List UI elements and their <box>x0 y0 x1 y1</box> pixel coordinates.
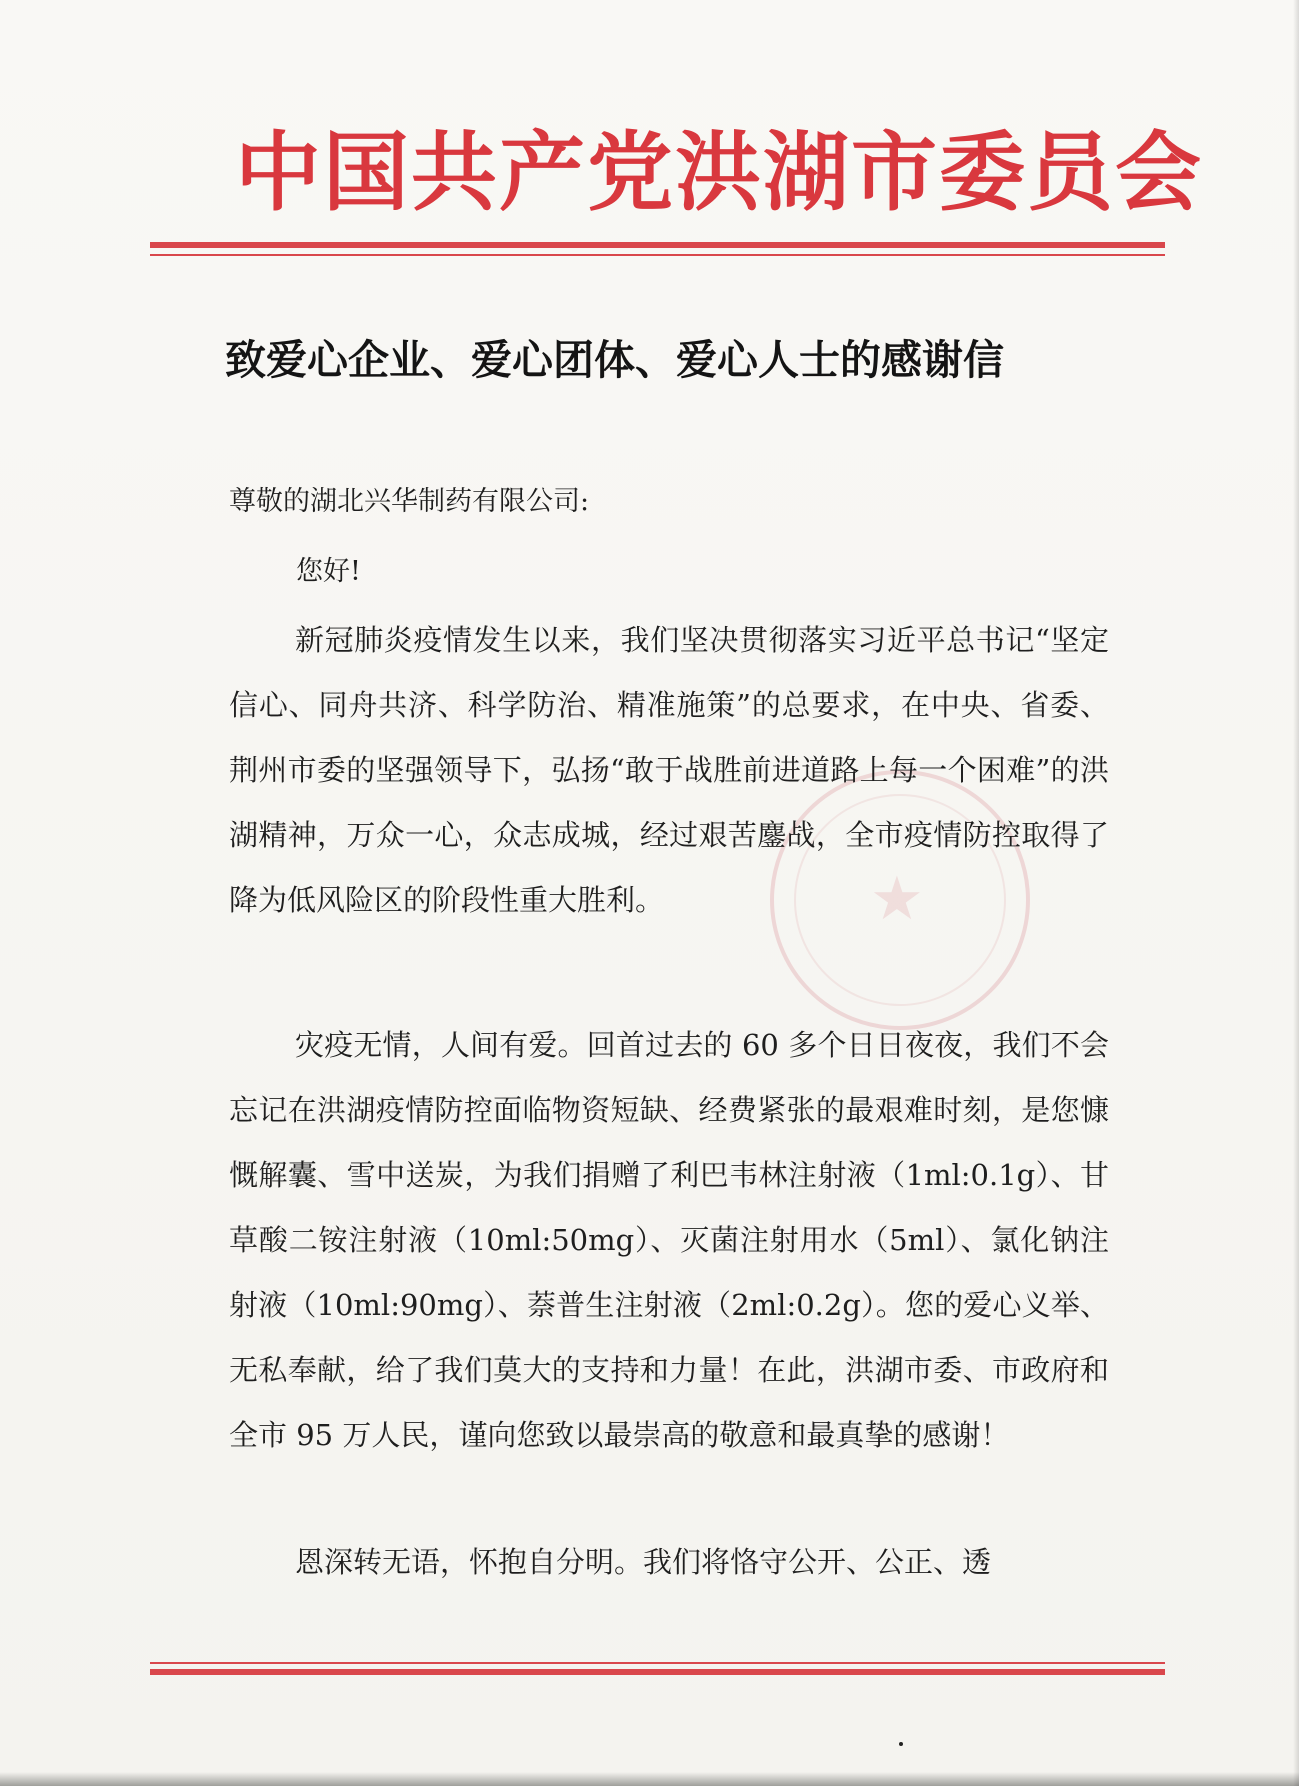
scan-edge-shadow <box>1293 0 1299 1786</box>
footer-rule-thin <box>150 1662 1165 1664</box>
letterhead-title: 中国共产党洪湖市委员会 <box>235 122 1203 223</box>
letterhead-rule-thin <box>150 254 1165 256</box>
scan-bottom-shadow <box>0 1772 1299 1786</box>
body-paragraph-3: 恩深转无语，怀抱自分明。我们将恪守公开、公正、透 <box>295 1545 992 1579</box>
body-paragraph-2: 灾疫无情，人间有爱。回首过去的 60 多个日日夜夜，我们不会忘记在洪湖疫情防控面临物资短缺、经费紧张的最艰难时刻，是您慷慨解囊、雪中送炭，为我们捐赠了利巴韦林注射液（1ml:0.1g）、甘草酸二铵注射液（10ml:50mg）、灭菌注射用水（5ml）、氯化钠注射液（10ml:90mg）、萘普生注射液（2ml:0.2g）。您的爱心义举、无私奉献，给了我们莫大的支持和力量！在此，洪湖市委、市政府和全市 95 万人民，谨向您致以最崇高的敬意和最真挚的感谢！ <box>229 1028 1109 1452</box>
letterhead-rule-thick <box>150 242 1165 248</box>
salutation: 尊敬的湖北兴华制药有限公司: <box>229 486 590 517</box>
footer-rule-thick <box>150 1669 1165 1675</box>
scan-speck <box>899 1742 903 1746</box>
greeting: 您好! <box>296 556 361 587</box>
seal-star-icon: ★ <box>870 864 924 934</box>
document-title: 致爱心企业、爱心团体、爱心人士的感谢信 <box>225 336 1004 384</box>
body-paragraph-1: 新冠肺炎疫情发生以来，我们坚决贯彻落实习近平总书记“坚定信心、同舟共济、科学防治、精准施策”的总要求，在中央、省委、荆州市委的坚强领导下，弘扬“敢于战胜前进道路上每一个困难”的洪湖精神，万众一心，众志成城，经过艰苦鏖战，全市疫情防控取得了降为低风险区的阶段性重大胜利。 <box>229 623 1109 917</box>
